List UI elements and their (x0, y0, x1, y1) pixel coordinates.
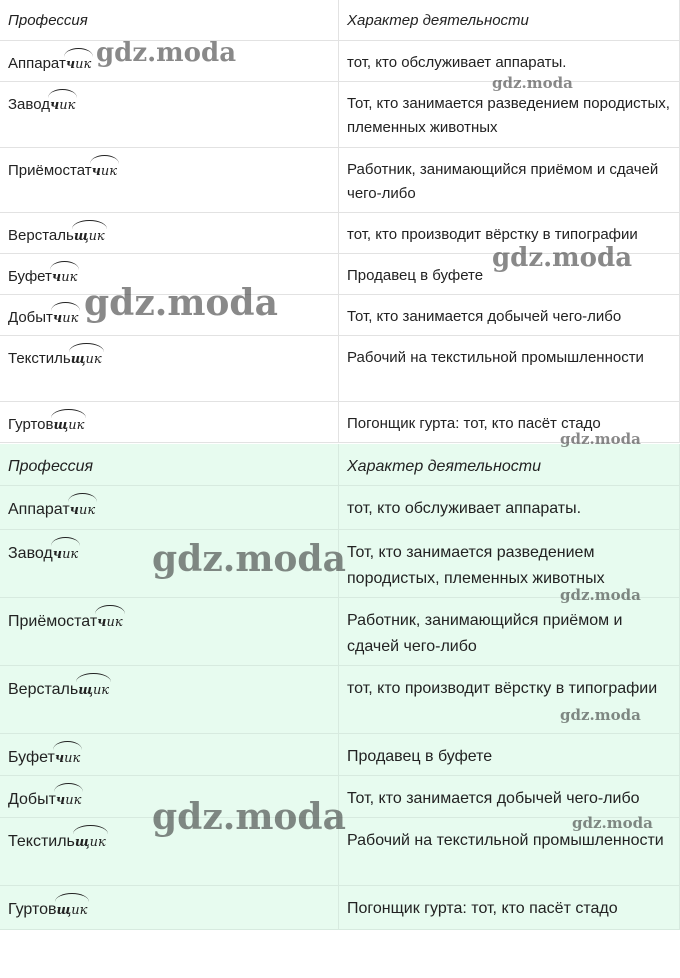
word-stem: Версталь (8, 681, 79, 698)
description-cell: Тот, кто занимается добычей чего-либо (339, 776, 680, 818)
description-cell: Тот, кто занимается добычей чего-либо (339, 295, 680, 336)
suffix-marker (50, 92, 75, 118)
suffix-arc-icon (55, 893, 90, 902)
suffix-root-letter: щ (78, 683, 93, 698)
table-row (0, 402, 680, 443)
description-cell: тот, кто производит вёрстку в типографии (339, 666, 680, 734)
watermark: gdz.moda (560, 430, 641, 448)
suffix-tail: ик (64, 751, 81, 766)
profession-cell (0, 486, 339, 530)
suffix-tail: ик (62, 547, 79, 562)
watermark: gdz.moda (492, 243, 633, 273)
suffix-root-letter: ч (54, 751, 65, 766)
profession-cell (0, 336, 339, 402)
profession-table-2 (0, 444, 680, 930)
suffix-root-letter: щ (70, 352, 86, 367)
word-stem: Аппарат (8, 501, 70, 518)
watermark: gdz.moda (96, 38, 237, 68)
suffix-tail: ик (68, 418, 85, 433)
suffix-tail: ик (106, 615, 123, 630)
table-row (0, 336, 680, 402)
suffix-tail: ик (71, 903, 88, 918)
profession-cell (0, 818, 339, 886)
word-stem: Текстиль (8, 833, 75, 850)
suffix-tail: ик (62, 311, 79, 326)
suffix-marker (52, 264, 77, 290)
profession-cell (0, 734, 339, 776)
table-row (0, 213, 680, 254)
suffix-tail: ик (65, 793, 82, 808)
suffix-tail: ик (88, 229, 105, 244)
suffix-tail: ик (78, 503, 96, 518)
word-stem: Завод (8, 96, 50, 113)
watermark: gdz.moda (84, 282, 278, 324)
word-stem: Завод (8, 545, 53, 562)
suffix-arc-icon (95, 605, 124, 614)
suffix-marker (56, 786, 81, 814)
profession-cell (0, 148, 339, 213)
suffix-root-letter: ч (55, 793, 66, 808)
suffix-marker (53, 305, 78, 331)
description-cell: Продавец в буфете (339, 734, 680, 776)
profession-cell (0, 213, 339, 254)
suffix-tail: ик (75, 57, 92, 72)
table-row (0, 530, 680, 598)
table-row (0, 254, 680, 295)
description-cell: тот, кто обслуживает аппараты. (339, 486, 680, 530)
header-description: Характер деятельности (339, 444, 680, 486)
profession-cell (0, 41, 339, 82)
profession-cell (0, 776, 339, 818)
suffix-root-letter: ч (65, 57, 76, 72)
word-stem: Добыт (8, 791, 56, 808)
word-stem: Гуртов (8, 416, 54, 433)
watermark: gdz.moda (152, 538, 346, 580)
watermark: gdz.moda (560, 706, 641, 724)
suffix-arc-icon (69, 343, 104, 352)
table-row (0, 148, 680, 213)
suffix-root-letter: щ (74, 835, 90, 850)
suffix-arc-icon (90, 155, 119, 164)
profession-cell (0, 666, 339, 734)
description-cell: Тот, кто занимается разведением породистых, племенных животных (339, 82, 680, 148)
word-stem: Версталь (8, 227, 74, 244)
suffix-arc-icon (51, 409, 86, 418)
word-stem: Текстиль (8, 350, 71, 367)
profession-cell (0, 82, 339, 148)
description-cell: Рабочий на текстильной промышленности (339, 336, 680, 402)
table-header-row (0, 0, 680, 41)
profession-cell (0, 402, 339, 443)
suffix-root-letter: щ (56, 903, 72, 918)
description-cell: Работник, занимающийся приёмом и сдачей чего-либо (339, 148, 680, 213)
suffix-tail: ик (92, 683, 110, 698)
table-header-row (0, 444, 680, 486)
suffix-root-letter: ч (51, 270, 62, 285)
description-cell: Погонщик гурта: тот, кто пасёт стадо (339, 886, 680, 930)
word-stem: Приёмостат (8, 162, 92, 179)
description-cell: Погонщик гурта: тот, кто пасёт стадо (339, 402, 680, 443)
suffix-root-letter: ч (52, 547, 63, 562)
table-row (0, 295, 680, 336)
description-cell: Работник, занимающийся приёмом и сдачей чего-либо (339, 598, 680, 666)
suffix-arc-icon (53, 741, 82, 750)
suffix-arc-icon (73, 825, 108, 834)
suffix-marker (92, 158, 117, 184)
suffix-arc-icon (72, 220, 107, 229)
word-stem: Аппарат (8, 55, 66, 72)
suffix-arc-icon (54, 783, 83, 792)
suffix-tail: ик (61, 270, 78, 285)
watermark: gdz.moda (152, 796, 346, 838)
suffix-marker (70, 496, 95, 524)
suffix-root-letter: ч (69, 503, 79, 518)
watermark: gdz.moda (572, 814, 653, 832)
suffix-tail: ик (89, 835, 106, 850)
description-cell: тот, кто производит вёрстку в типографии (339, 213, 680, 254)
word-stem: Гуртов (8, 901, 57, 918)
profession-cell (0, 295, 339, 336)
header-description: Характер деятельности (339, 0, 680, 41)
word-stem: Добыт (8, 309, 53, 326)
word-stem: Буфет (8, 749, 55, 766)
description-cell: Тот, кто занимается разведением породистых, племенных животных (339, 530, 680, 598)
word-stem: Буфет (8, 268, 52, 285)
profession-table-1 (0, 0, 680, 443)
description-cell: Рабочий на текстильной промышленности (339, 818, 680, 886)
suffix-root-letter: ч (91, 164, 101, 179)
table-row (0, 734, 680, 776)
suffix-marker (55, 744, 80, 772)
suffix-marker (75, 828, 106, 856)
suffix-marker (97, 608, 122, 636)
table-row (0, 666, 680, 734)
word-stem: Приёмостат (8, 613, 98, 630)
description-cell: тот, кто обслуживает аппараты. (339, 41, 680, 82)
suffix-tail: ик (59, 98, 76, 113)
suffix-root-letter: щ (73, 229, 89, 244)
suffix-root-letter: ч (49, 98, 60, 113)
table-row (0, 886, 680, 930)
header-profession: Профессия (0, 444, 339, 486)
profession-cell (0, 598, 339, 666)
suffix-marker (53, 412, 84, 438)
header-profession: Профессия (0, 0, 339, 41)
suffix-arc-icon (68, 493, 97, 502)
suffix-root-letter: ч (52, 311, 63, 326)
suffix-marker (57, 896, 88, 924)
suffix-marker (78, 676, 109, 704)
suffix-root-letter: ч (97, 615, 107, 630)
suffix-marker (74, 223, 105, 249)
profession-cell (0, 254, 339, 295)
table-row (0, 598, 680, 666)
suffix-marker (71, 346, 102, 372)
suffix-arc-icon (50, 261, 79, 270)
suffix-marker (66, 51, 91, 77)
table-row (0, 82, 680, 148)
table-row (0, 41, 680, 82)
suffix-arc-icon (76, 673, 111, 682)
description-cell: Продавец в буфете (339, 254, 680, 295)
suffix-root-letter: щ (53, 418, 69, 433)
suffix-arc-icon (51, 302, 80, 311)
table-row (0, 818, 680, 886)
suffix-arc-icon (51, 537, 80, 546)
profession-cell (0, 886, 339, 930)
table-row (0, 486, 680, 530)
suffix-marker (53, 540, 78, 568)
table-row (0, 776, 680, 818)
suffix-tail: ик (100, 164, 118, 179)
watermark: gdz.moda (492, 74, 573, 92)
watermark: gdz.moda (560, 586, 641, 604)
suffix-arc-icon (64, 48, 93, 57)
suffix-tail: ик (85, 352, 102, 367)
suffix-arc-icon (48, 89, 77, 98)
profession-cell (0, 530, 339, 598)
